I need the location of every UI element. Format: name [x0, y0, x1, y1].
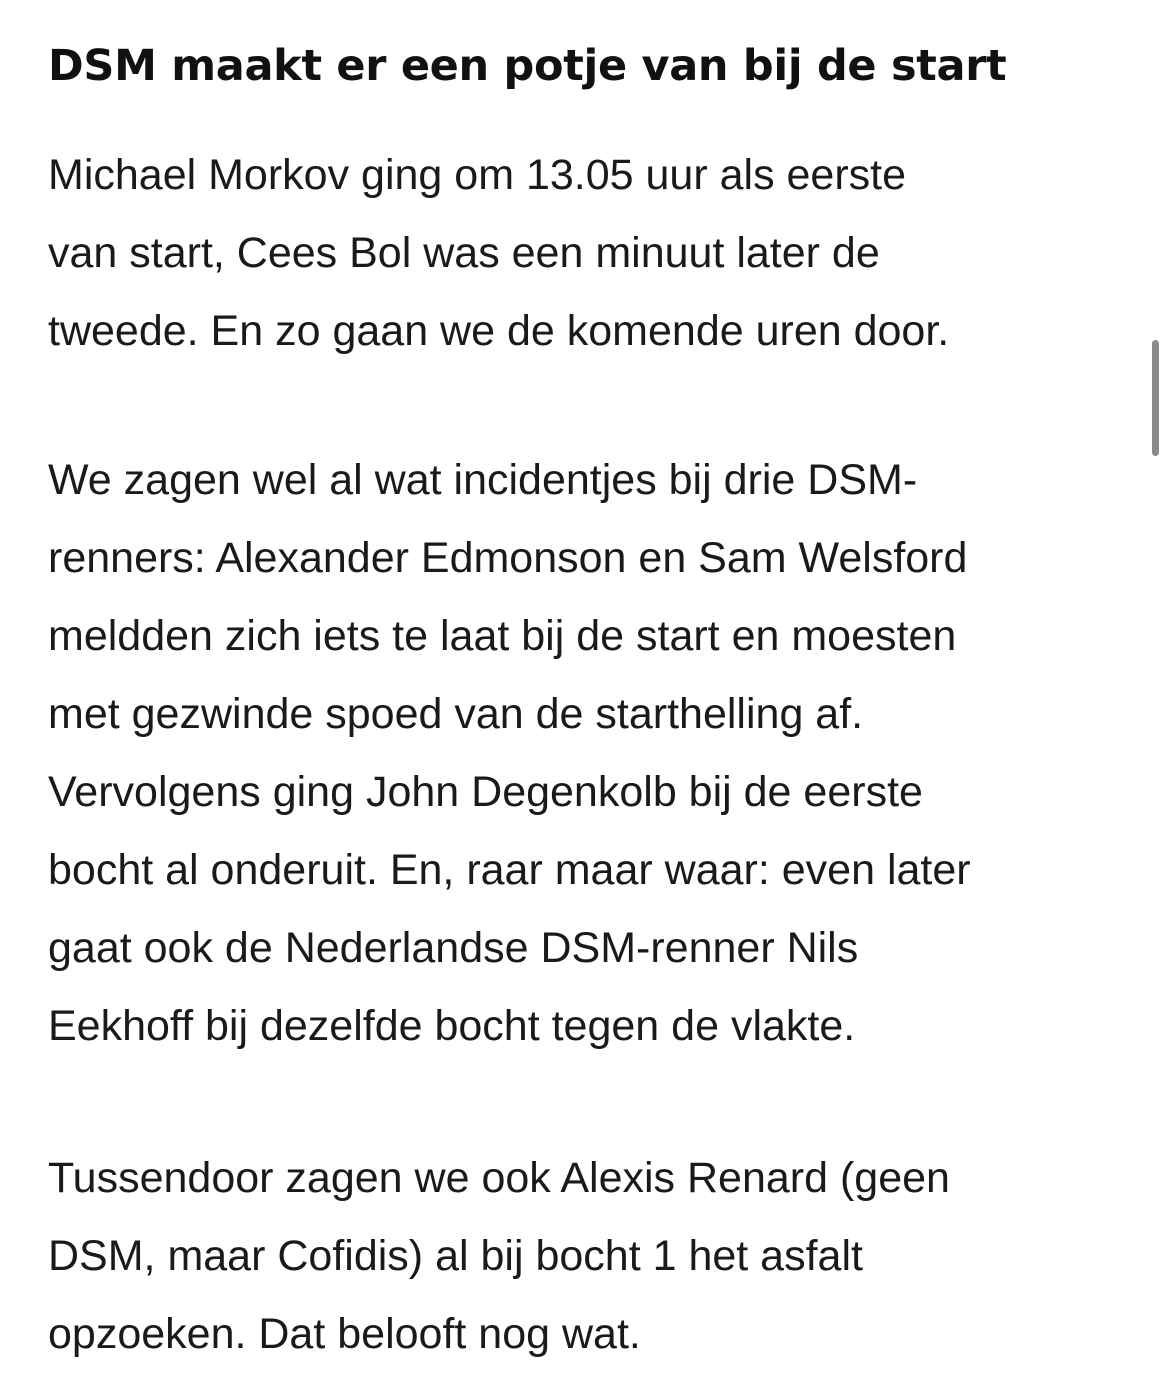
paragraph-line: tweede. En zo gaan we de komende uren door. [48, 307, 950, 355]
paragraph-line: DSM, maar Cofidis) al bij bocht 1 het asfalt [48, 1232, 863, 1280]
paragraph-line: opzoeken. Dat belooft nog wat. [48, 1310, 641, 1358]
article-paragraph [48, 441, 1128, 1065]
article-paragraph [48, 1139, 1128, 1373]
paragraph-line: We zagen wel al wat incidentjes bij drie DSM- [48, 456, 918, 504]
paragraph-line: Tussendoor zagen we ook Alexis Renard (geen [48, 1154, 950, 1202]
paragraph-line: met gezwinde spoed van de starthelling af. [48, 690, 864, 738]
paragraph-line: van start, Cees Bol was een minuut later de [48, 229, 880, 277]
paragraph-line: Eekhoff bij dezelfde bocht tegen de vlakte. [48, 1002, 856, 1050]
scrollbar-thumb[interactable] [1152, 340, 1159, 456]
paragraph-line: Michael Morkov ging om 13.05 uur als eerste [48, 151, 907, 199]
paragraph-line: renners: Alexander Edmonson en Sam Welsford [48, 534, 968, 582]
article-paragraph [48, 136, 1128, 370]
article-headline: DSM maakt er een potje van bij de start [48, 41, 1007, 91]
paragraph-line: meldden zich iets te laat bij de start en moesten [48, 612, 957, 660]
paragraph-line: bocht al onderuit. En, raar maar waar: even later [48, 846, 971, 894]
paragraph-line: gaat ook de Nederlandse DSM-renner Nils [48, 924, 859, 972]
paragraph-line: Vervolgens ging John Degenkolb bij de eerste [48, 768, 923, 816]
